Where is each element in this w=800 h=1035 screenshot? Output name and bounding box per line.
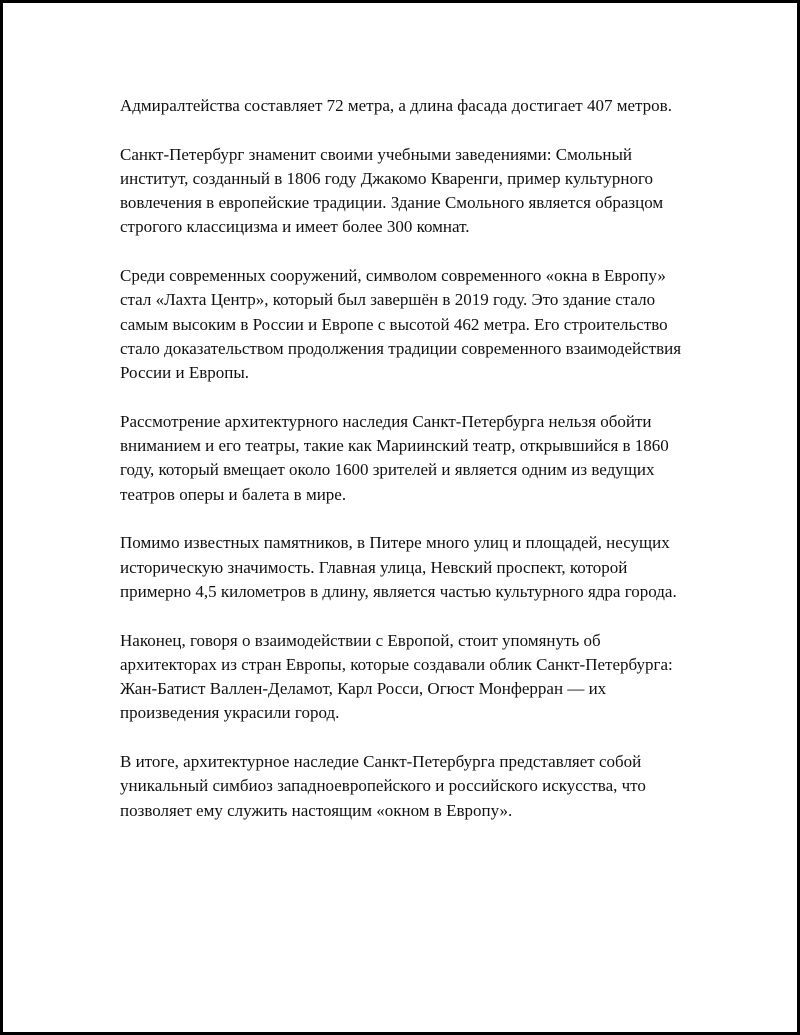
paragraph: Санкт-Петербург знаменит своими учебными заведениями: Смольный институт, созданный в 1806 году Джакомо Кваренги, пример культурного вовлечения в европейские традиции. Здание Смольного является образцом строгого классицизма и имеет более 300 комнат. [120, 144, 664, 237]
paragraph: Наконец, говоря о взаимодействии с Европой, стоит упомянуть об архитекторах из стран Европы, которые создавали облик Санкт-Петербурга: Жан-Батист Валлен-Деламот, Карл Росси, Огюст Монферран — их произведения украсили город. [120, 630, 673, 723]
paragraph: Рассмотрение архитектурного наследия Санкт-Петербурга нельзя обойти вниманием и его театры, такие как Мариинский театр, открывшийся в 1860 году, который вмещает около 1600 зрителей и является одним из ведущих театров оперы и балета в мире. [120, 411, 669, 504]
paragraph: Адмиралтейства составляет 72 метра, а длина фасада достигает 407 метров. [120, 96, 672, 115]
paragraph: В итоге, архитектурное наследие Санкт-Петербурга представляет собой уникальный симбиоз западноевропейского и российского искусства, что позволяет ему служить настоящим «окном в Европу». [120, 752, 646, 820]
paragraph: Помимо известных памятников, в Питере много улиц и площадей, несущих историческую значимость. Главная улица, Невский проспект, которой примерно 4,5 километров в длину, является частью культурного ядра города. [120, 533, 677, 601]
document-body [120, 94, 700, 847]
paragraph: Среди современных сооружений, символом современного «окна в Европу» стал «Лахта Центр», который был завершён в 2019 году. Это здание стало самым высоким в России и Европе с высотой 462 метра. Его строительство стало доказательством продолжения традиции современного взаимодействия России и Европы. [120, 266, 682, 383]
